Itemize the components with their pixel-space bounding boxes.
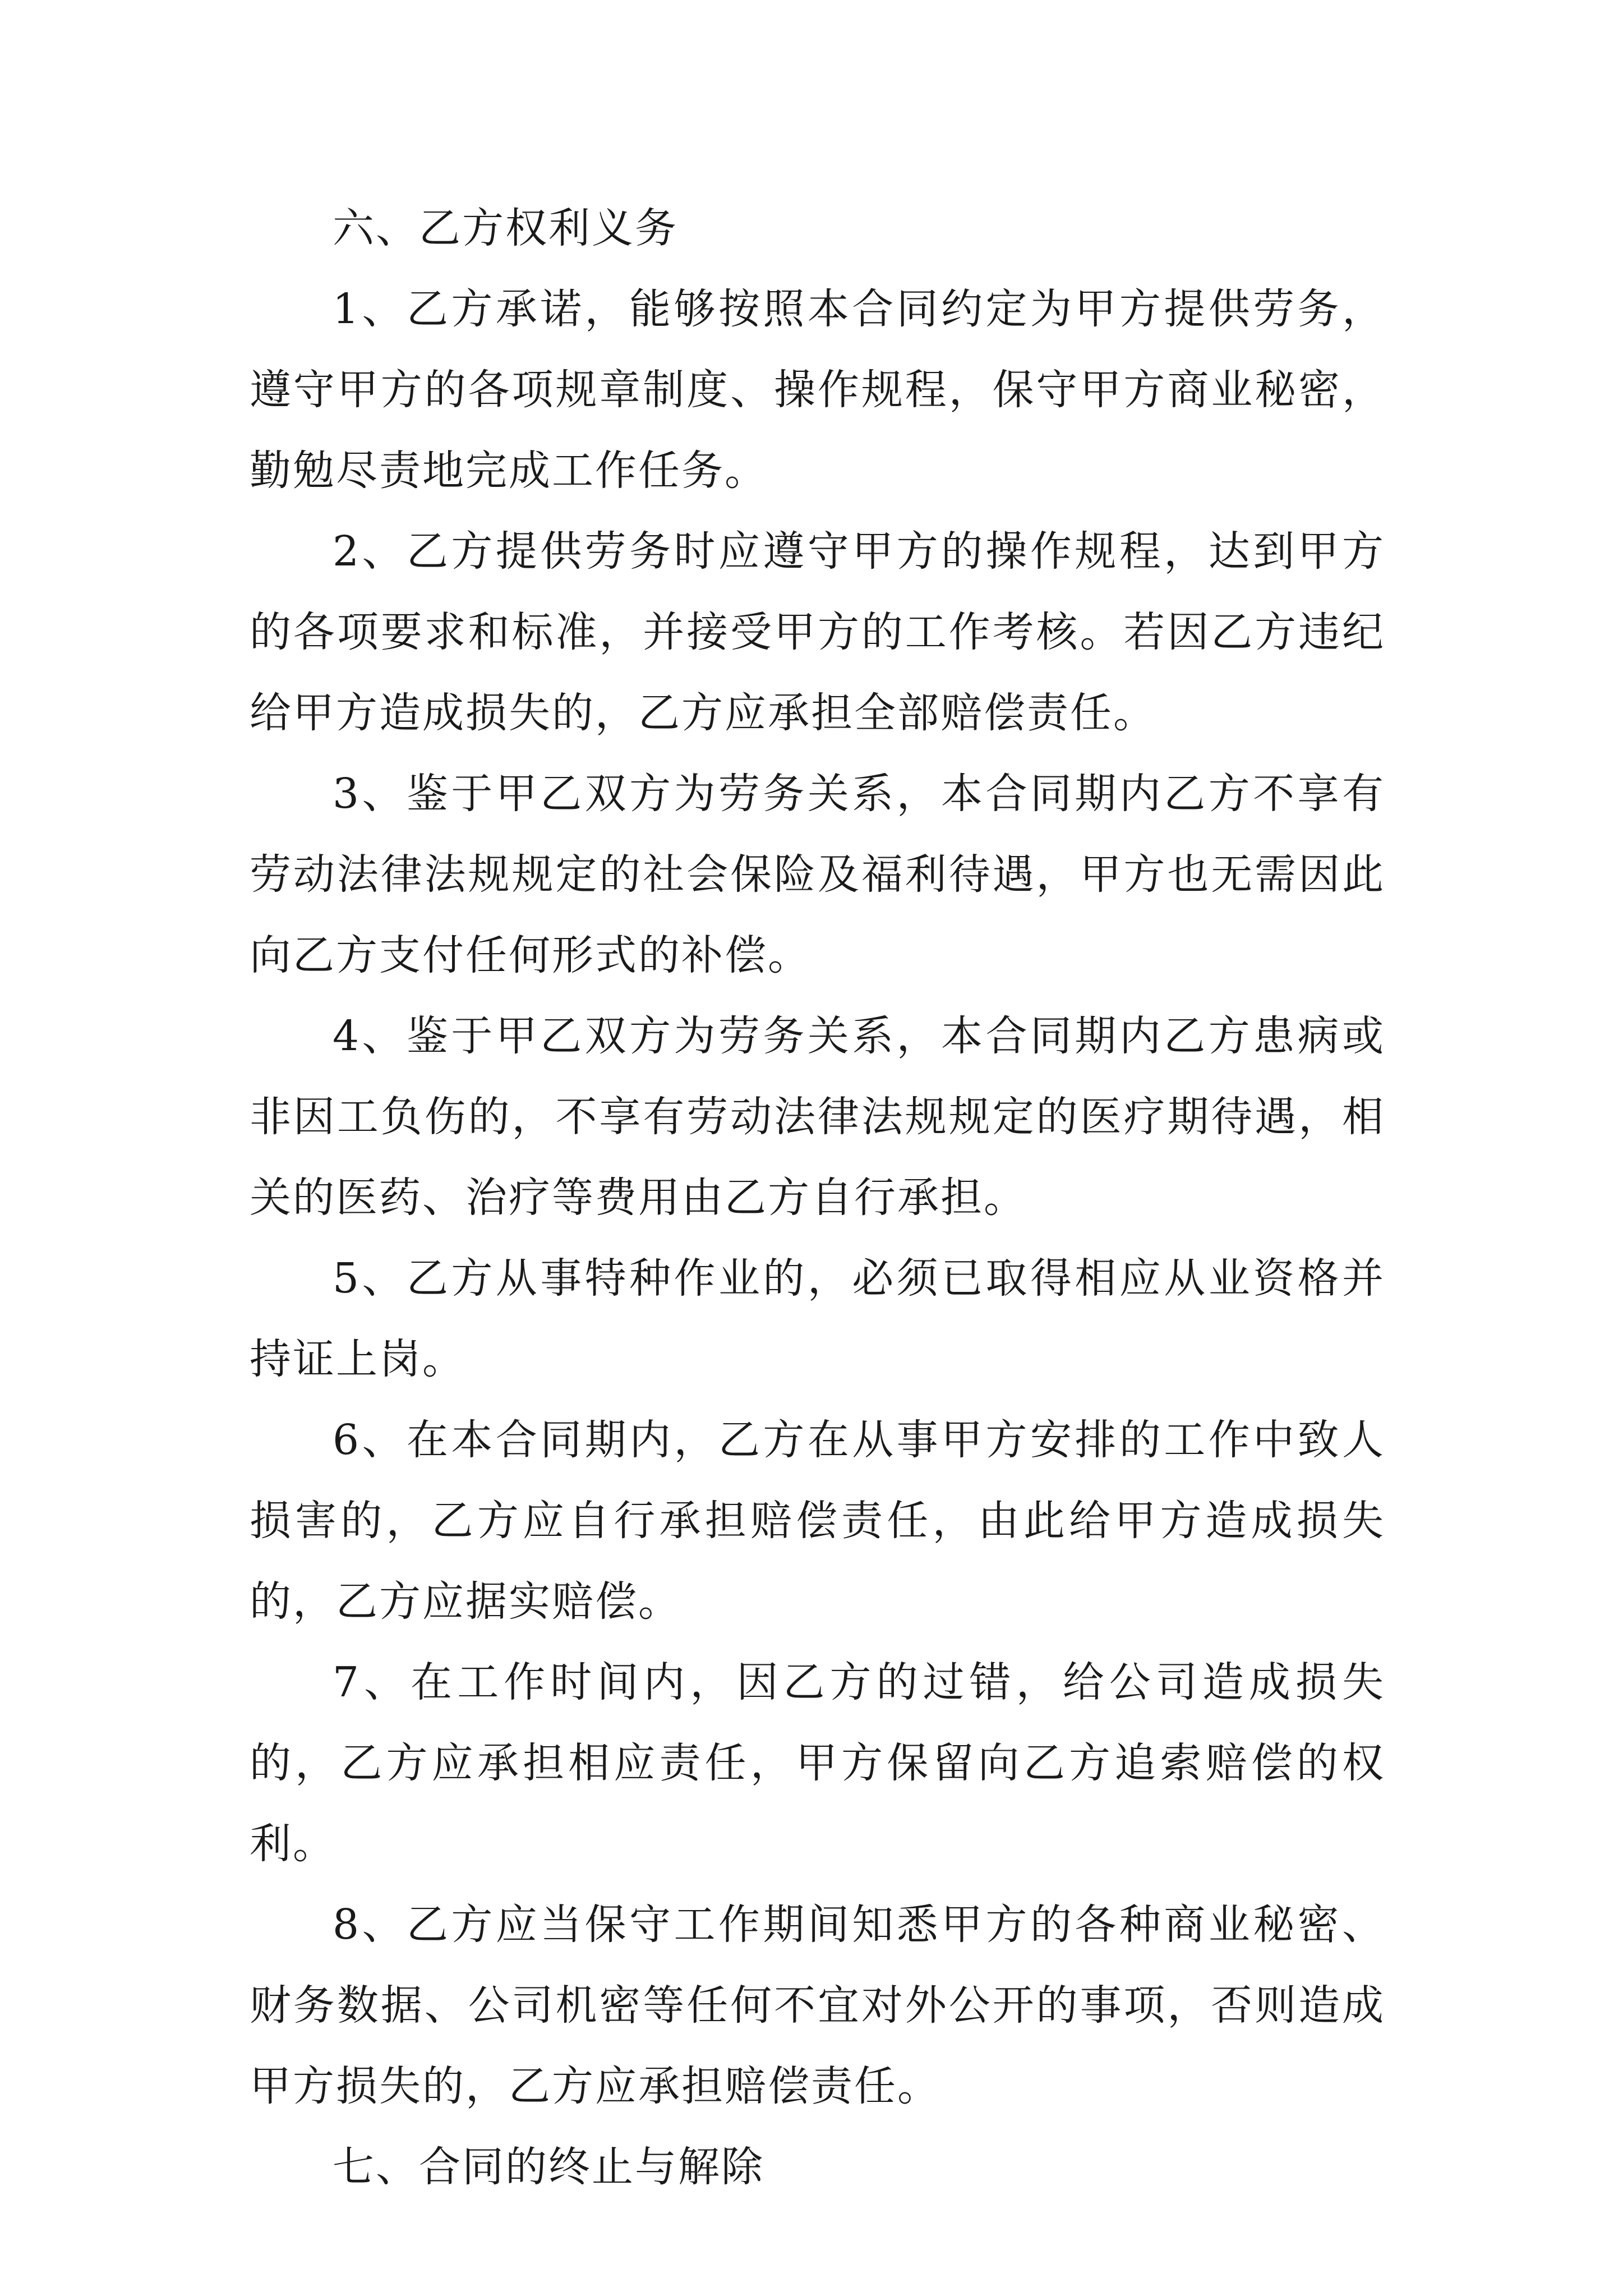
document-page <box>250 188 1385 2207</box>
clause-2: 2、乙方提供劳务时应遵守甲方的操作规程，达到甲方的各项要求和标准，并接受甲方的工作考核。若因乙方违纪给甲方造成损失的，乙方应承担全部赔偿责任。 <box>250 527 1385 737</box>
clause-5: 5、乙方从事特种作业的，必须已取得相应从业资格并持证上岗。 <box>250 1254 1385 1383</box>
clause-1: 1、乙方承诺，能够按照本合同约定为甲方提供劳务，遵守甲方的各项规章制度、操作规程，保守甲方商业秘密，勤勉尽责地完成工作任务。 <box>250 285 1385 495</box>
clause-3: 3、鉴于甲乙双方为劳务关系，本合同期内乙方不享有劳动法律法规规定的社会保险及福利待遇，甲方也无需因此向乙方支付任何形式的补偿。 <box>250 770 1385 979</box>
clause-8: 8、乙方应当保守工作期间知悉甲方的各种商业秘密、财务数据、公司机密等任何不宜对外公开的事项，否则造成甲方损失的，乙方应承担赔偿责任。 <box>250 1901 1385 2110</box>
clause-6: 6、在本合同期内，乙方在从事甲方安排的工作中致人损害的，乙方应自行承担赔偿责任，由此给甲方造成损失的，乙方应据实赔偿。 <box>250 1416 1385 1626</box>
clause-7: 7、在工作时间内，因乙方的过错，给公司造成损失的，乙方应承担相应责任，甲方保留向乙方追索赔偿的权利。 <box>250 1658 1385 1868</box>
clause-4: 4、鉴于甲乙双方为劳务关系，本合同期内乙方患病或非因工负伤的，不享有劳动法律法规规定的医疗期待遇，相关的医药、治疗等费用由乙方自行承担。 <box>250 1012 1385 1222</box>
section-7-heading: 七、合同的终止与解除 <box>333 2143 764 2191</box>
section-6-heading: 六、乙方权利义务 <box>333 204 678 252</box>
